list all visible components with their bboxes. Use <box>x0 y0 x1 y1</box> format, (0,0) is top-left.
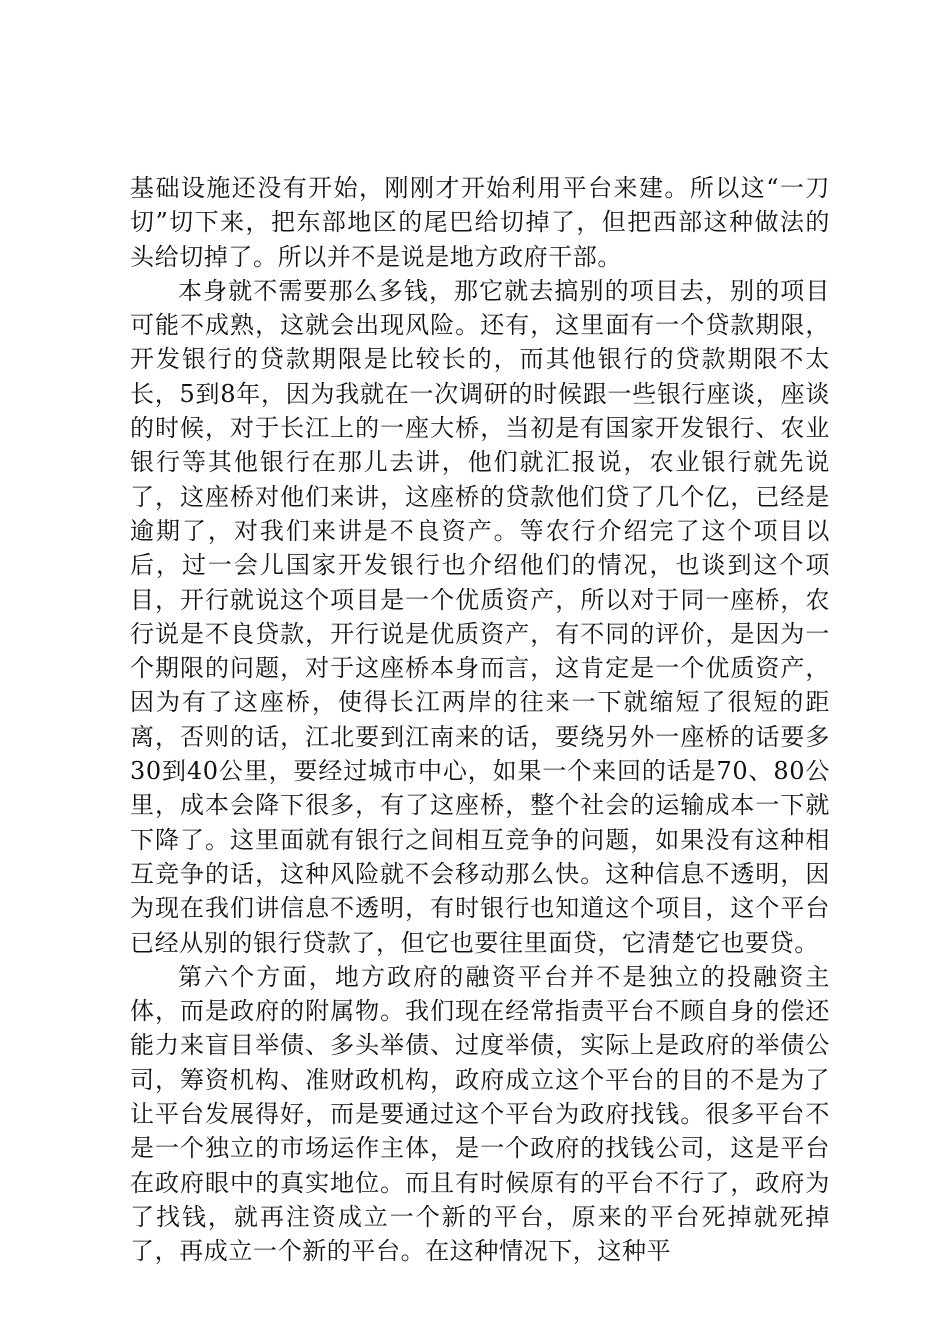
paragraph-3: 第六个方面，地方政府的融资平台并不是独立的投融资主体，而是政府的附属物。我们现在经常指责平台不顾自身的偿还能力来盲目举债、多头举债、过度举债，实际上是政府的举债公司，筹资机构、准财政机构，政府成立这个平台的目的不是为了让平台发展得好，而是要通过这个平台为政府找钱。很多平台不是一个独立的市场运作主体，是一个政府的找钱公司，这是平台在政府眼中的真实地位。而且有时候原有的平台不行了，政府为了找钱，就再注资成立一个新的平台，原来的平台死掉就死掉了，再成立一个新的平台。在这种情况下，这种平 <box>130 962 830 1266</box>
paragraph-1: 基础设施还没有开始，刚刚才开始利用平台来建。所以这“一刀切”切下来，把东部地区的尾巴给切掉了，但把西部这种做法的头给切掉了。所以并不是说是地方政府干部。 <box>130 174 830 271</box>
document-body <box>130 171 830 1269</box>
paragraph-2: 本身就不需要那么多钱，那它就去搞别的项目去，别的项目可能不成熟，这就会出现风险。还有，这里面有一个贷款期限，开发银行的贷款期限是比较长的，而其他银行的贷款期限不太长，5到8年，因为我就在一次调研的时候跟一些银行座谈，座谈的时候，对于长江上的一座大桥，当初是有国家开发银行、农业银行等其他银行在那儿去讲，他们就汇报说，农业银行就先说了，这座桥对他们来讲，这座桥的贷款他们贷了几个亿，已经是逾期了，对我们来讲是不良资产。等农行介绍完了这个项目以后，过一会儿国家开发银行也介绍他们的情况，也谈到这个项目，开行就说这个项目是一个优质资产，所以对于同一座桥，农行说是不良贷款，开行说是优质资产，有不同的评价，是因为一个期限的问题，对于这座桥本身而言，这肯定是一个优质资产，因为有了这座桥，使得长江两岸的往来一下就缩短了很短的距离，否则的话，江北要到江南来的话，要绕另外一座桥的话要多30到40公里，要经过城市中心，如果一个来回的话是70、80公里，成本会降下很多，有了这座桥，整个社会的运输成本一下就下降了。这里面就有银行之间相互竞争的问题，如果没有这种相互竞争的话，这种风险就不会移动那么快。这种信息不透明，因为现在我们讲信息不透明，有时银行也知道这个项目，这个平台已经从别的银行贷款了，但它也要往里面贷，它清楚它也要贷。 <box>130 276 830 957</box>
